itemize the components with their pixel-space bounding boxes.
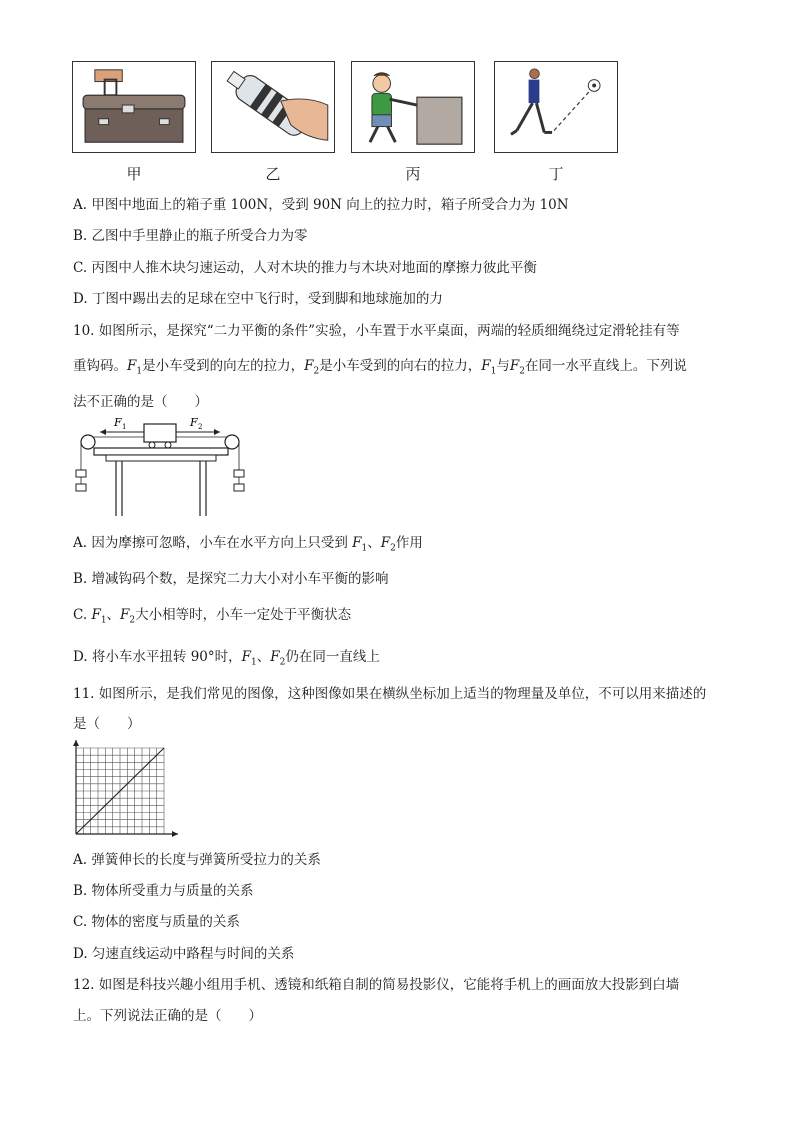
label-f2-sub: 2 xyxy=(198,423,203,431)
caption-jia: 甲 xyxy=(126,165,142,183)
q9-option-a: A. 甲图中地面上的箱子重 100N，受到 90N 向上的拉力时，箱子所受合力为 10N xyxy=(73,197,569,213)
figure-two-force-apparatus xyxy=(70,412,250,518)
figure-jia-toolbox xyxy=(72,61,196,153)
figure-proportional-graph xyxy=(68,738,178,842)
q11-option-b: B. 物体所受重力与质量的关系 xyxy=(73,883,254,899)
figure-ding-kick-ball xyxy=(494,61,618,153)
figure-bing-push-block xyxy=(351,61,475,153)
q11-stem-line2: 是（ ） xyxy=(73,716,141,732)
q10-stem-line1: 10. 如图所示，是探究“二力平衡的条件”实验，小车置于水平桌面，两端的轻质细绳绕过定滑轮挂有等 xyxy=(73,323,680,339)
q10-option-b: B. 增减钩码个数，是探究二力大小对小车平衡的影响 xyxy=(73,571,389,587)
q12-stem-line2: 上。下列说法正确的是（ ） xyxy=(73,1008,262,1024)
y-axis-arrow xyxy=(73,740,79,746)
caption-ding: 丁 xyxy=(548,165,564,183)
q11-option-c: C. 物体的密度与质量的关系 xyxy=(73,914,240,930)
caption-bing: 丙 xyxy=(405,165,421,183)
q10-option-a: A. 因为摩擦可忽略，小车在水平方向上只受到 $F_1$、$F_2$作用 xyxy=(73,535,423,554)
label-f1: F xyxy=(114,416,122,429)
q9-option-b: B. 乙图中手里静止的瓶子所受合力为零 xyxy=(73,228,308,244)
q10-option-c: C. $F_1$、$F_2$大小相等时，小车一定处于平衡状态 xyxy=(73,607,352,626)
q10-stem-line2: 重钩码。$F_1$是小车受到的向左的拉力，$F_2$是小车受到的向右的拉力，$F_1$与$F_2$在同一水平直线上。下列说 xyxy=(73,358,687,377)
q10-option-d: D. 将小车水平扭转 90°时，$F_1$、$F_2$仍在同一直线上 xyxy=(73,649,380,668)
label-f1-sub: 1 xyxy=(122,423,127,431)
q11-stem-line1: 11. 如图所示，是我们常见的图像，这种图像如果在横纵坐标加上适当的物理量及单位，不可以用来描述的 xyxy=(73,686,707,702)
figure-yi-bottle xyxy=(211,61,335,153)
q9-option-c: C. 丙图中人推木块匀速运动，人对木块的推力与木块对地面的摩擦力彼此平衡 xyxy=(73,260,537,276)
label-f2: F xyxy=(190,416,198,429)
q11-option-a: A. 弹簧伸长的长度与弹簧所受拉力的关系 xyxy=(73,852,321,868)
q9-option-d: D. 丁图中踢出去的足球在空中飞行时，受到脚和地球施加的力 xyxy=(73,291,443,307)
q11-option-d: D. 匀速直线运动中路程与时间的关系 xyxy=(73,946,295,962)
q10-stem-line3: 法不正确的是（ ） xyxy=(73,394,208,410)
q12-stem-line1: 12. 如图是科技兴趣小组用手机、透镜和纸箱自制的简易投影仪，它能将手机上的画面放大投影到白墙 xyxy=(73,977,680,993)
x-axis-arrow xyxy=(172,831,178,837)
caption-yi: 乙 xyxy=(265,165,281,183)
